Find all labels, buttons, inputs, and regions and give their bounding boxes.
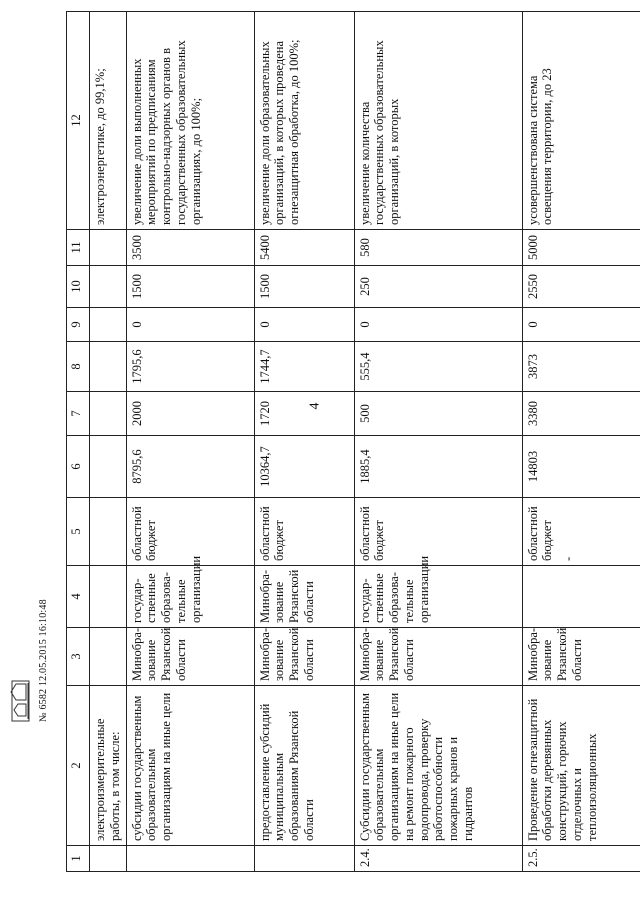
expected-result: увеличение доли образовательных организаций, в которых проведена огнезащитная обработка, до 100%; bbox=[254, 12, 354, 230]
col-header-11: 11 bbox=[67, 230, 90, 266]
responsible-executor: Минобра-зование Рязанской области bbox=[126, 628, 254, 686]
value-col-8: 555,4 bbox=[354, 342, 522, 392]
value-col-10: 250 bbox=[354, 266, 522, 308]
col-header-3: 3 bbox=[67, 628, 90, 686]
value-col-8: 1795,6 bbox=[126, 342, 254, 392]
col-header-8: 8 bbox=[67, 342, 90, 392]
funding-source: областной бюджет bbox=[354, 498, 522, 566]
page-number: 4 bbox=[307, 402, 323, 410]
total-value: 10364,7 bbox=[254, 436, 354, 498]
measure-description: субсидии государственным образовательным организациям на иные цели bbox=[126, 686, 254, 846]
expected-result: увеличение доли выполненных мероприятий по предписаниям контрольно-надзорных органов в государственных образовательных организациях, до 100%; bbox=[126, 12, 254, 230]
value-col-10 bbox=[90, 266, 127, 308]
value-col-8 bbox=[90, 342, 127, 392]
total-value bbox=[90, 436, 127, 498]
program-table bbox=[66, 11, 640, 872]
measure-description: Проведение огнезащитной обработки деревянных конструкций, горючих отделочных и теплоизоляционных bbox=[522, 686, 640, 846]
row-number bbox=[126, 846, 254, 872]
col-header-2: 2 bbox=[67, 686, 90, 846]
value-col-9: 0 bbox=[522, 308, 640, 342]
table-row bbox=[90, 12, 127, 872]
value-col-7: 3380 bbox=[522, 392, 640, 436]
registration-stamp bbox=[0, 362, 56, 722]
value-col-10: 1500 bbox=[126, 266, 254, 308]
col-header-6: 6 bbox=[67, 436, 90, 498]
value-col-10: 1500 bbox=[254, 266, 354, 308]
expected-result: увеличение количества государственных образовательных организаций, в которых bbox=[354, 12, 522, 230]
recipient bbox=[90, 566, 127, 628]
table-row bbox=[522, 12, 640, 872]
measure-description: предоставление субсидий муниципальным образованиям Рязанской области bbox=[254, 686, 354, 846]
value-col-11: 5400 bbox=[254, 230, 354, 266]
recipient: Минобра-зование Рязанской области bbox=[254, 566, 354, 628]
table-row bbox=[354, 12, 522, 872]
value-col-7: 2000 bbox=[126, 392, 254, 436]
table-row bbox=[254, 12, 354, 872]
stamp-text: № 6582 12.05.2015 16:10:48 bbox=[38, 599, 49, 722]
col-header-5: 5 bbox=[67, 498, 90, 566]
measure-description: электроизмерительные работы, в том числе: bbox=[90, 686, 127, 846]
funding-source: областной бюджет - bbox=[522, 498, 640, 566]
rotated-table-container bbox=[66, 12, 640, 872]
value-col-7: 1720 bbox=[254, 392, 354, 436]
value-col-11: 5000 bbox=[522, 230, 640, 266]
value-col-8: 1744,7 bbox=[254, 342, 354, 392]
value-col-11: 580 bbox=[354, 230, 522, 266]
col-header-1: 1 bbox=[67, 846, 90, 872]
recipient bbox=[522, 566, 640, 628]
total-value: 14803 bbox=[522, 436, 640, 498]
value-col-9 bbox=[90, 308, 127, 342]
col-header-4: 4 bbox=[67, 566, 90, 628]
responsible-executor: Минобра-зование Рязанской области bbox=[522, 628, 640, 686]
col-header-7: 7 bbox=[67, 392, 90, 436]
value-col-11: 3500 bbox=[126, 230, 254, 266]
responsible-executor: Минобра-зование Рязанской области bbox=[354, 628, 522, 686]
table-row bbox=[126, 12, 254, 872]
emblem-icon bbox=[6, 680, 30, 722]
dash-mark: - bbox=[561, 556, 575, 561]
measure-description: Субсидии государственным образовательным организациям на иные цели на ремонт пожарного водопровода, проверку работоспособности пожарных кранов и гидрантов bbox=[354, 686, 522, 846]
expected-result: электроэнергетике, до 99,1%; bbox=[90, 12, 127, 230]
row-number: 2.4. bbox=[354, 846, 522, 872]
row-number bbox=[254, 846, 354, 872]
responsible-executor: Минобра-зование Рязанской области bbox=[254, 628, 354, 686]
row-number: 2.5. bbox=[522, 846, 640, 872]
funding-source: областной бюджет bbox=[126, 498, 254, 566]
row-number bbox=[90, 846, 127, 872]
value-col-8: 3873 bbox=[522, 342, 640, 392]
responsible-executor bbox=[90, 628, 127, 686]
expected-result: усовершенствована система освещения территории, до 23 bbox=[522, 12, 640, 230]
col-header-9: 9 bbox=[67, 308, 90, 342]
value-col-9: 0 bbox=[254, 308, 354, 342]
funding-source bbox=[90, 498, 127, 566]
total-value: 8795,6 bbox=[126, 436, 254, 498]
value-col-10: 2550 bbox=[522, 266, 640, 308]
value-col-9: 0 bbox=[354, 308, 522, 342]
value-col-11 bbox=[90, 230, 127, 266]
recipient: государ-ственные образова-тельные организации bbox=[354, 566, 522, 628]
recipient: государ-ственные образова-тельные организации bbox=[126, 566, 254, 628]
col-header-10: 10 bbox=[67, 266, 90, 308]
value-col-9: 0 bbox=[126, 308, 254, 342]
funding-source: областной бюджет bbox=[254, 498, 354, 566]
col-header-12: 12 bbox=[67, 12, 90, 230]
value-col-7: 500 bbox=[354, 392, 522, 436]
total-value: 1885,4 bbox=[354, 436, 522, 498]
value-col-7 bbox=[90, 392, 127, 436]
header-row bbox=[67, 12, 90, 872]
